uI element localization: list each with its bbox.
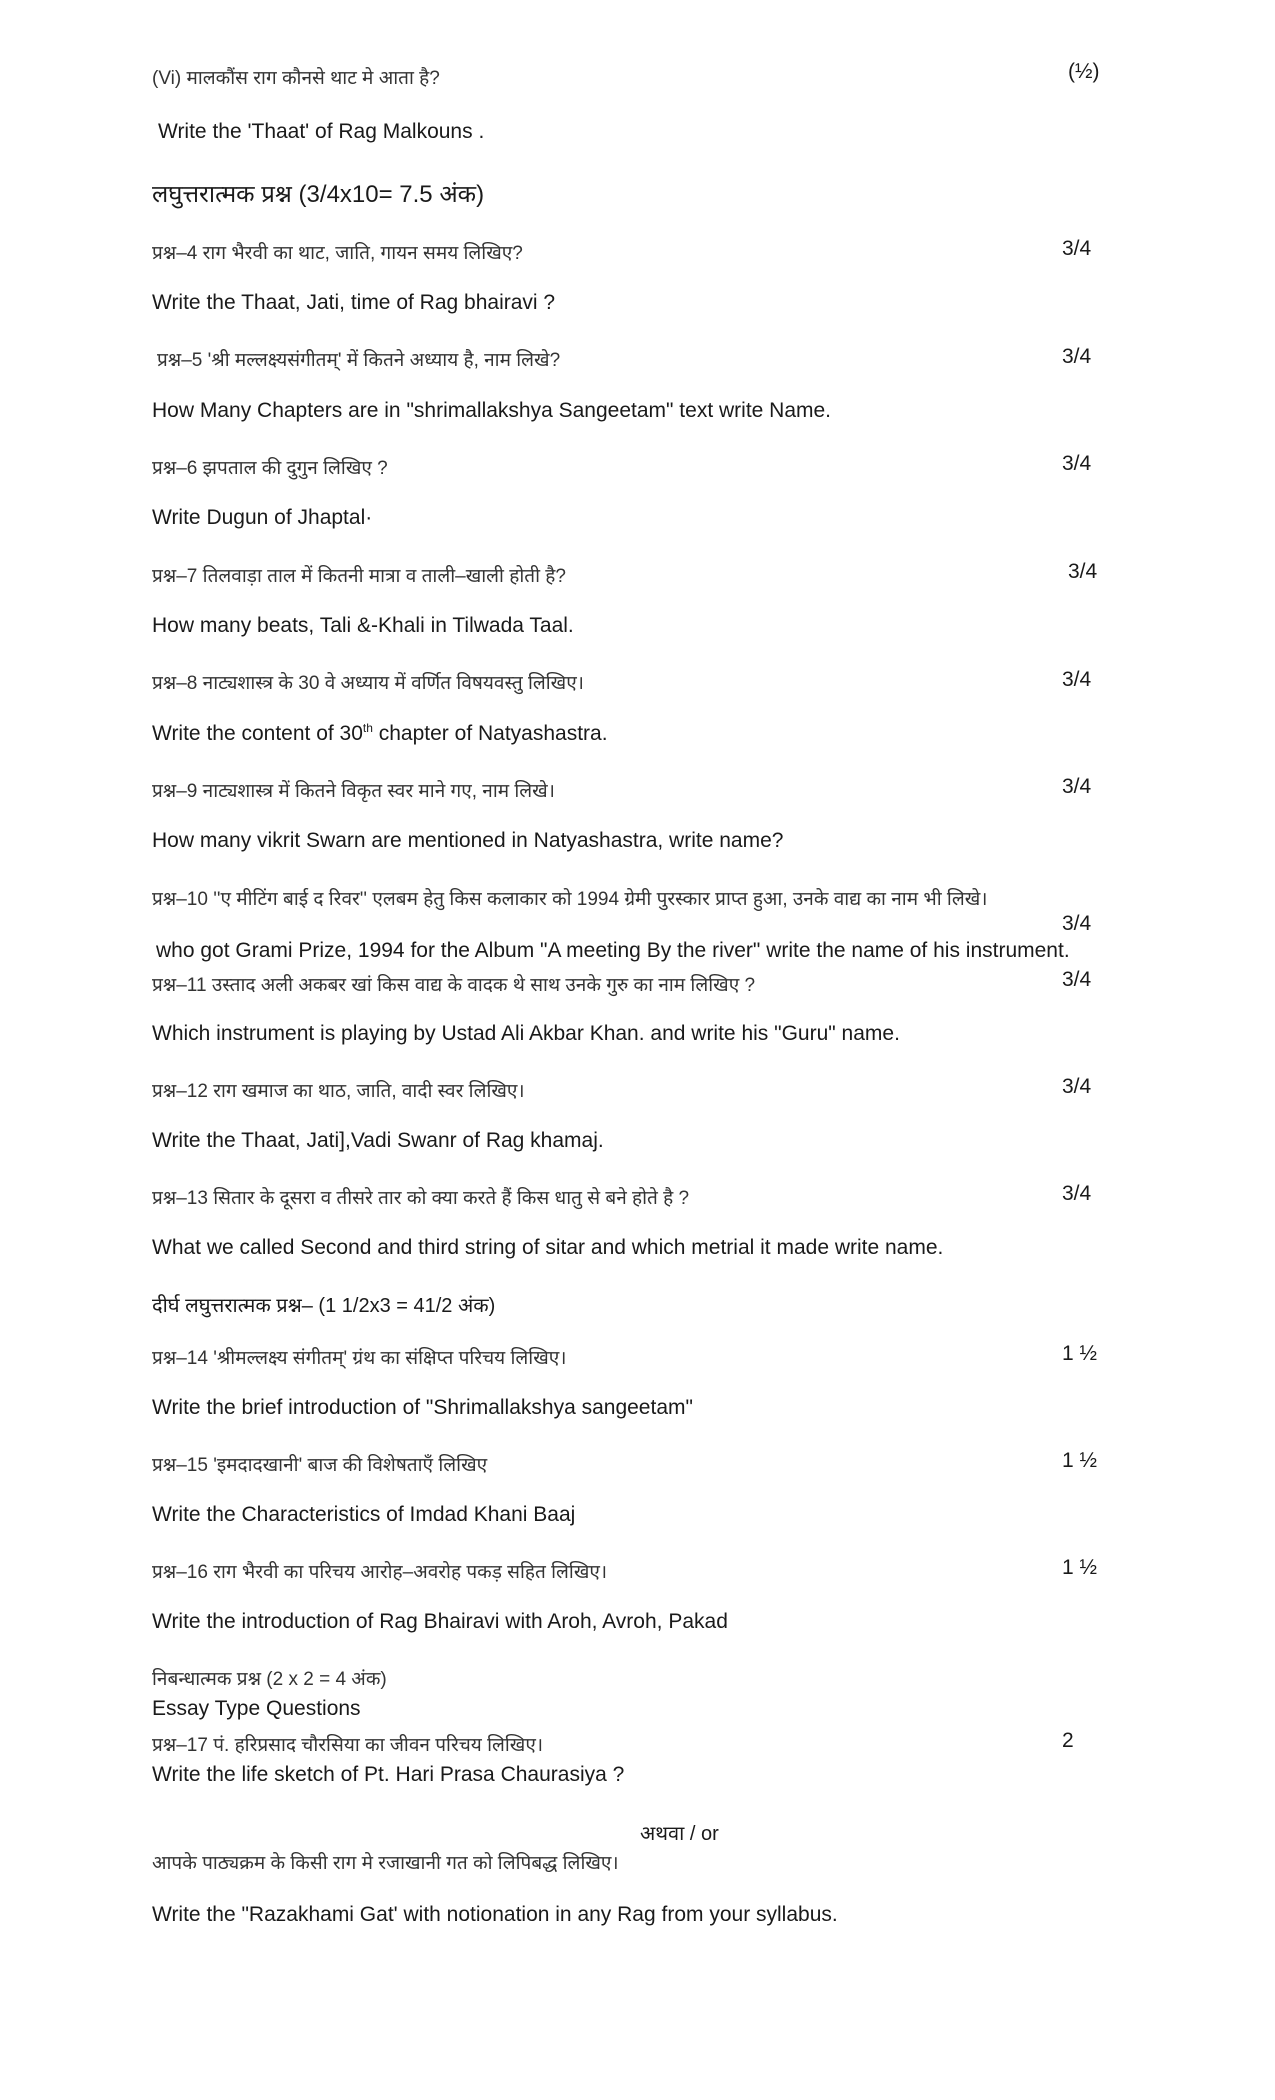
question-14-mark: 1 ½ — [1062, 1342, 1098, 1365]
question-17-english: Write the life sketch of Pt. Hari Prasa Chaurasiya ? — [152, 1763, 625, 1786]
question-4-mark: 3/4 — [1062, 237, 1092, 260]
alternative-question-hindi: आपके पाठ्यक्रम के किसी राग मे रजाखानी गत को लिपिबद्ध लिखिए। — [152, 1853, 619, 1874]
question-5-hindi: प्रश्न–5 'श्री मल्लक्ष्यसंगीतम्' में कितने अध्याय है, नाम लिखे? — [157, 350, 561, 371]
question-15-mark: 1 ½ — [1062, 1449, 1098, 1472]
question-7-hindi: प्रश्न–7 तिलवाड़ा ताल में कितनी मात्रा व ताली–खाली होती है? — [152, 566, 566, 587]
question-13-mark: 3/4 — [1062, 1182, 1092, 1205]
question-16-hindi: प्रश्न–16 राग भैरवी का परिचय आरोह–अवरोह पकड़ सहित लिखिए। — [152, 1562, 608, 1583]
section-short-heading: लघुत्तरात्मक प्रश्न (3/4x10= 7.5 अंक) — [152, 181, 485, 208]
question-9-mark: 3/4 — [1062, 775, 1092, 798]
question-10-mark: 3/4 — [1062, 912, 1092, 935]
or-separator: अथवा / or — [640, 1823, 719, 1845]
question-5-mark: 3/4 — [1062, 345, 1092, 368]
question-7-english: How many beats, Tali &-Khali in Tilwada Taal. — [152, 614, 574, 637]
question-12-mark: 3/4 — [1062, 1075, 1092, 1098]
question-8-mark: 3/4 — [1062, 668, 1092, 691]
question-6-mark: 3/4 — [1062, 452, 1092, 475]
question-13-english: What we called Second and third string of sitar and which metrial it made write name. — [152, 1236, 944, 1259]
section-essay-subheading: Essay Type Questions — [152, 1697, 361, 1720]
question-17-hindi: प्रश्न–17 पं. हरिप्रसाद चौरसिया का जीवन परिचय लिखिए। — [152, 1735, 544, 1756]
question-11-english: Which instrument is playing by Ustad Ali Akbar Khan. and write his "Guru" name. — [152, 1022, 900, 1045]
question-12-english: Write the Thaat, Jati],Vadi Swanr of Rag khamaj. — [152, 1129, 604, 1152]
ordinal-superscript: th — [362, 721, 373, 735]
section-long-heading: दीर्घ लघुत्तरात्मक प्रश्न– (1 1/2x3 = 41/2 अंक) — [152, 1295, 496, 1317]
question-4-english: Write the Thaat, Jati, time of Rag bhairavi ? — [152, 291, 556, 314]
question-15-hindi: प्रश्न–15 'इमदादखानी' बाज की विशेषताएँ लिखिए — [152, 1455, 488, 1476]
question-15-english: Write the Characteristics of Imdad Khani Baaj — [152, 1503, 576, 1526]
question-8-english-text: Write the content of 30 — [152, 722, 363, 745]
question-9-hindi: प्रश्न–9 नाट्यशास्त्र में कितने विकृत स्वर माने गए, नाम लिखे। — [152, 781, 555, 802]
question-12-hindi: प्रश्न–12 राग खमाज का थाठ, जाति, वादी स्वर लिखिए। — [152, 1081, 525, 1102]
question-17-mark: 2 — [1062, 1729, 1074, 1752]
question-vi-english: Write the 'Thaat' of Rag Malkouns . — [158, 120, 485, 143]
question-9-english: How many vikrit Swarn are mentioned in Natyashastra, write name? — [152, 829, 784, 852]
question-14-english: Write the brief introduction of "Shrimallakshya sangeetam" — [152, 1396, 693, 1419]
question-11-hindi: प्रश्न–11 उस्ताद अली अकबर खां किस वाद्य के वादक थे साथ उनके गुरु का नाम लिखिए ? — [152, 975, 756, 996]
question-vi-mark: (½) — [1068, 60, 1100, 83]
question-16-english: Write the introduction of Rag Bhairavi with Aroh, Avroh, Pakad — [152, 1610, 728, 1633]
question-8-english — [152, 721, 608, 746]
question-6-english: Write Dugun of Jhaptal· — [152, 506, 373, 529]
question-11-mark: 3/4 — [1062, 968, 1092, 991]
question-16-mark: 1 ½ — [1062, 1556, 1098, 1579]
question-8-hindi: प्रश्न–8 नाट्यशास्त्र के 30 वे अध्याय में वर्णित विषयवस्तु लिखिए। — [152, 673, 584, 694]
question-10-english: who got Grami Prize, 1994 for the Album "A meeting By the river" write the name of his instrument. — [156, 939, 1070, 962]
question-vi-hindi: (Vi) मालकौंस राग कौनसे थाट मे आता है? — [152, 68, 440, 89]
question-7-mark: 3/4 — [1068, 560, 1098, 583]
question-13-hindi: प्रश्न–13 सितार के दूसरा व तीसरे तार को क्या करते हैं किस धातु से बने होते है ? — [152, 1188, 690, 1209]
question-8-english-text-end: chapter of Natyashastra. — [372, 722, 608, 745]
question-4-hindi: प्रश्न–4 राग भैरवी का थाट, जाति, गायन समय लिखिए? — [152, 243, 523, 264]
question-6-hindi: प्रश्न–6 झपताल की दुगुन लिखिए ? — [152, 458, 388, 479]
question-10-hindi: प्रश्न–10 ''ए मीटिंग बाई द रिवर'' एलबम हेतु किस कलाकार को 1994 ग्रेमी पुरस्कार प्राप्त हुआ, उनके वाद्य का नाम भी लिखे। — [152, 889, 988, 910]
alternative-question-english: Write the "Razakhami Gat' with notionation in any Rag from your syllabus. — [152, 1903, 838, 1926]
section-essay-heading: निबन्धात्मक प्रश्न (2 x 2 = 4 अंक) — [152, 1669, 387, 1690]
question-5-english: How Many Chapters are in "shrimallakshya Sangeetam" text write Name. — [152, 399, 832, 422]
question-14-hindi: प्रश्न–14 'श्रीमल्लक्ष्य संगीतम्' ग्रंथ का संक्षिप्त परिचय लिखिए। — [152, 1348, 567, 1369]
